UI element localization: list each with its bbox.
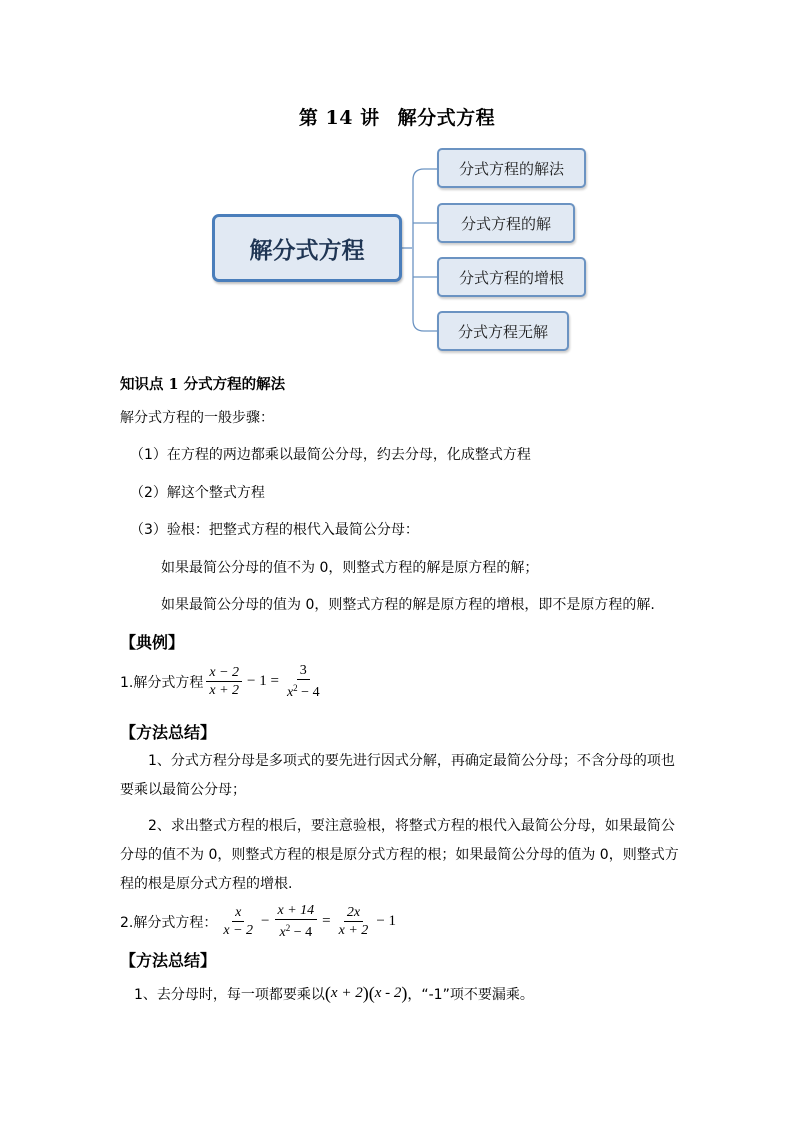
lecture-number: 第 14 讲	[298, 107, 380, 129]
problem-1	[120, 662, 326, 701]
problem-2	[120, 902, 398, 941]
problem-2-fraction-3: $\frac{2x}{x + 2}$	[338, 905, 369, 938]
summary-label-1: 【方法总结】	[120, 723, 217, 742]
problem-2-tail: − 1	[376, 913, 397, 929]
check-nonzero: 如果最简公分母的值不为 0，则整式方程的解是原方程的解；	[161, 560, 539, 576]
mindmap-node-solution-method: 分式方程的解法	[437, 148, 586, 188]
summary-2-factor-1: x + 2	[330, 985, 363, 1001]
problem-1-minus-one: − 1 =	[247, 673, 279, 689]
summary-1-point-2: 2、求出整式方程的根后，要注意验根，将整式方程的根代入最简公分母，如果最简公分母的值不为 0，则整式方程的根是原分式方程的根；如果最简公分母的值为 0，则整式方程的根是原分式方程的增根.	[120, 818, 679, 892]
mindmap-node-solution: 分式方程的解	[437, 203, 575, 243]
step-3: （3）验根：把整式方程的根代入最简公分母：	[130, 522, 419, 538]
problem-2-prefix: 2.解分式方程：	[120, 914, 218, 931]
problem-1-fraction-2: $\frac{3}{x^2 - 4}$	[286, 663, 320, 700]
summary-2-prefix: 1、去分母时，每一项都要乘以	[134, 986, 325, 1003]
problem-2-op-1: −	[261, 913, 270, 929]
lecture-topic: 解分式方程	[397, 107, 496, 129]
step-2: （2）解这个整式方程	[130, 485, 265, 501]
problem-2-fraction-1: $\frac{x}{x - 2}$	[223, 905, 254, 938]
example-label: 【典例】	[120, 633, 185, 652]
paren-close-1: )	[362, 983, 369, 1003]
summary-2-suffix: ，“-1”项不要漏乘。	[407, 986, 534, 1003]
mindmap-node-no-solution: 分式方程无解	[437, 311, 569, 351]
paren-open-1: (	[324, 983, 331, 1003]
mindmap-center: 解分式方程	[212, 214, 402, 282]
problem-2-op-2: =	[322, 913, 331, 929]
knowledge-heading: 知识点 1 分式方程的解法	[120, 376, 286, 393]
mindmap-node-extraneous-root: 分式方程的增根	[437, 257, 586, 297]
check-zero: 如果最简公分母的值为 0，则整式方程的解是原方程的增根，即不是原方程的解.	[161, 597, 655, 613]
step-1: （1）在方程的两边都乘以最简公分母，约去分母，化成整式方程	[130, 447, 531, 463]
summary-2-point-1	[134, 983, 534, 1004]
knowledge-intro: 解分式方程的一般步骤：	[120, 410, 274, 426]
mindmap-connectors	[0, 0, 794, 360]
summary-2-factor-2: x - 2	[374, 985, 402, 1001]
paren-open-2: (	[368, 983, 375, 1003]
summary-label-2: 【方法总结】	[120, 951, 217, 970]
problem-1-fraction-1: $\frac{x - 2}{x + 2}$	[206, 664, 242, 699]
paren-close-2: )	[401, 983, 408, 1003]
problem-1-prefix: 1.解分式方程	[120, 674, 204, 691]
problem-2-fraction-2: $\frac{x + 14}{x^2 - 4}$	[275, 902, 318, 941]
summary-1-point-1: 1、分式方程分母是多项式的要先进行因式分解，再确定最简公分母；不含分母的项也要乘以最简公分母；	[120, 753, 675, 798]
